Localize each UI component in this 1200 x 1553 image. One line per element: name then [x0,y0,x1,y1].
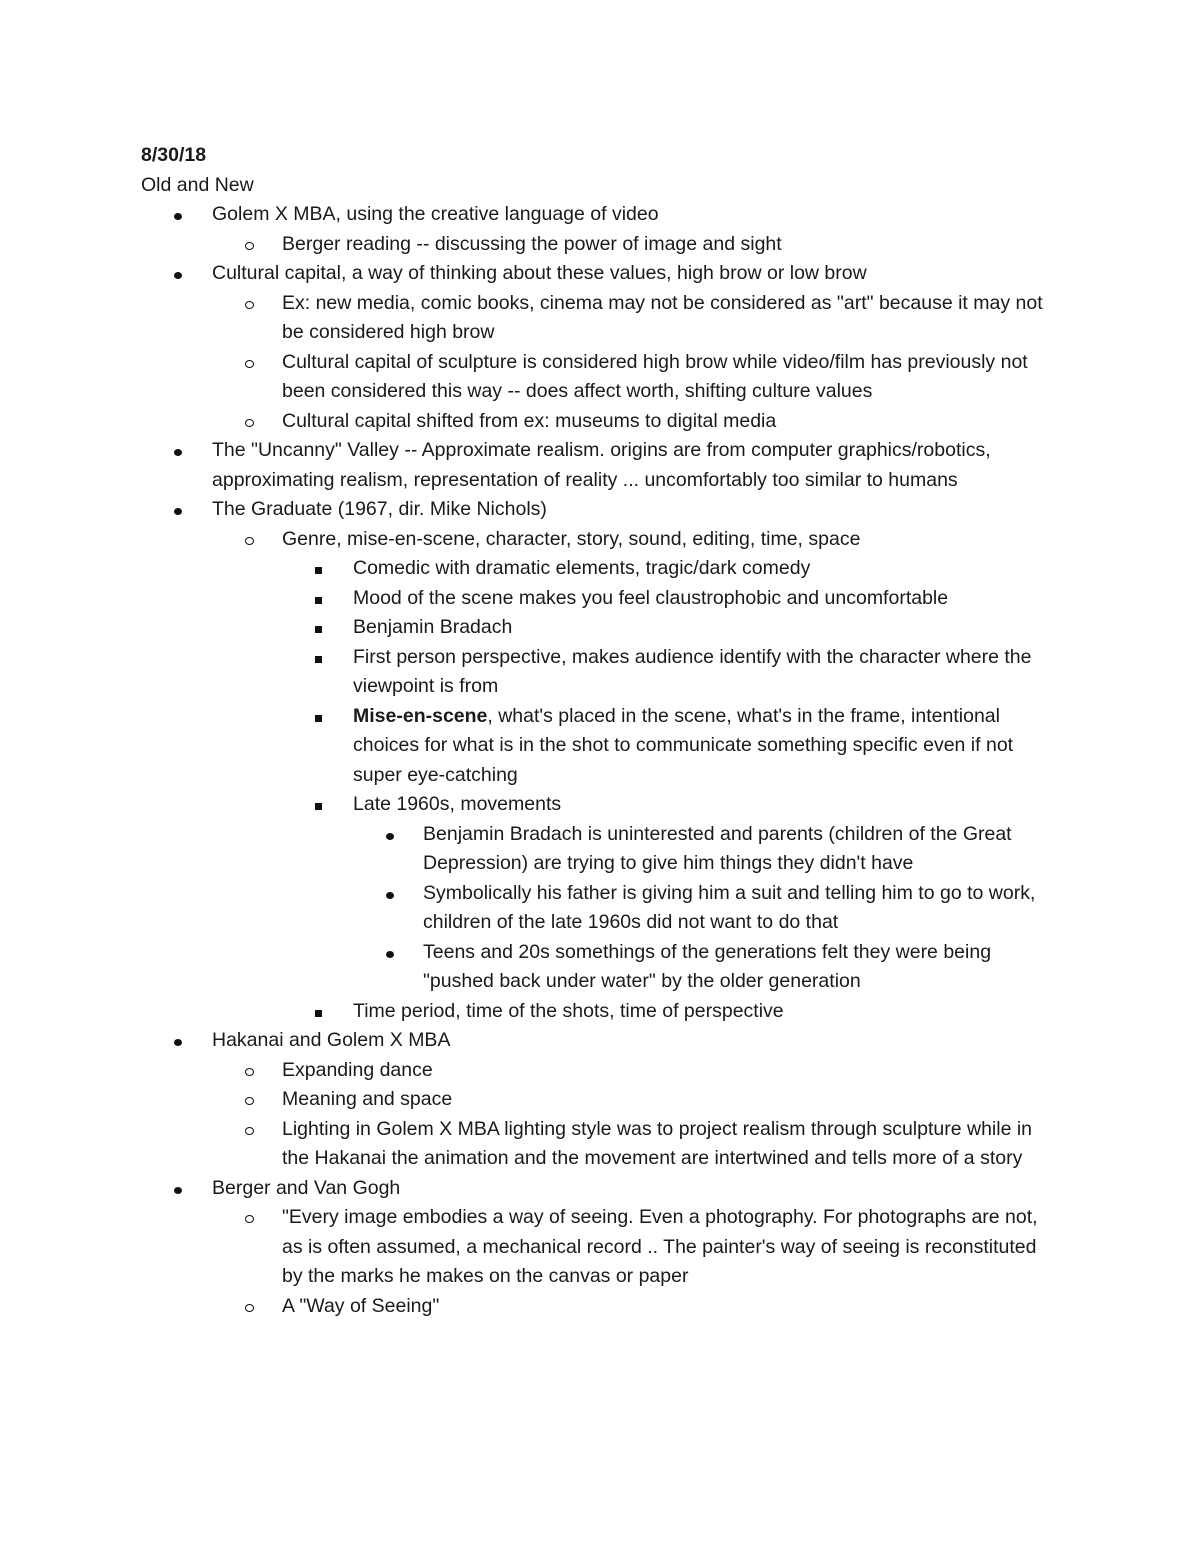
list-item-text: "Every image embodies a way of seeing. Even a photography. For photographs are not, as is often assumed, a mechanical record .. The painter's way of seeing is reconstituted by the marks he makes on the canvas or paper [282,1206,1038,1287]
square-bullet-icon [315,643,322,673]
list-item-text: Lighting in Golem X MBA lighting style was to project realism through sculpture while in the Hakanai the animation and the movement are intertwined and tells more of a story [282,1117,1033,1169]
square-bullet-icon [315,584,322,614]
list-item [141,702,1061,791]
list-item-text: Mood of the scene makes you feel claustrophobic and uncomfortable [353,586,949,609]
list-item [141,820,1061,879]
list-item-text: Golem X MBA, using the creative language of video [212,203,659,225]
list-item-text: Cultural capital, a way of thinking about these values, high brow or low brow [212,262,867,284]
list-item [141,554,1061,584]
hollow-bullet-icon [245,407,254,437]
list-item [141,259,1061,289]
hollow-bullet-icon [245,230,254,260]
hollow-bullet-icon [245,1292,254,1322]
filled-bullet-icon [174,259,182,289]
list-item [141,879,1061,938]
list-item [141,938,1061,997]
list-item-text: Genre, mise-en-scene, character, story, sound, editing, time, space [282,527,861,550]
list-item-text: , what's placed in the scene, what's in the frame, intentional choices for what is in the shot to communicate something specific even if not super eye-catching [353,704,1014,786]
square-bullet-icon [315,790,322,820]
list-item-text: Ex: new media, comic books, cinema may not be considered as "art" because it may not be considered high brow [282,291,1043,343]
list-item [141,230,1061,260]
square-bullet-icon [315,702,322,732]
list-item [141,1026,1061,1056]
list-item-text: Symbolically his father is giving him a suit and telling him to go to work, children of the late 1960s did not want to do that [423,881,1036,933]
note-title: Old and New [141,173,254,196]
list-item-text: Hakanai and Golem X MBA [212,1029,451,1051]
filled-bullet-icon [386,820,394,850]
hollow-bullet-icon [245,1085,254,1115]
hollow-bullet-icon [245,1203,254,1233]
bullet-list [141,200,1061,1321]
list-item-text: Late 1960s, movements [353,793,562,815]
list-item-text: Meaning and space [282,1088,453,1110]
list-item-text: Berger reading -- discussing the power of image and sight [282,232,782,255]
notes-content [141,141,1061,1321]
square-bullet-icon [315,554,322,584]
list-item-text: Time period, time of the shots, time of perspective [353,999,784,1022]
list-item [141,289,1061,348]
filled-bullet-icon [174,436,182,466]
filled-bullet-icon [174,200,182,230]
list-item [141,200,1061,230]
square-bullet-icon [315,997,322,1027]
filled-bullet-icon [174,1026,182,1056]
list-item-text: Teens and 20s somethings of the generations felt they were being "pushed back under water" by the older generation [423,940,992,992]
filled-bullet-icon [386,938,394,968]
list-item-text: Benjamin Bradach [353,616,513,638]
list-item [141,1115,1061,1174]
list-item-text: Berger and Van Gogh [212,1176,401,1199]
list-item [141,495,1061,525]
list-item-text: Benjamin Bradach is uninterested and parents (children of the Great Depression) are trying to give him things they didn't have [423,822,1012,874]
list-item [141,407,1061,437]
list-item-text: The Graduate (1967, dir. Mike Nichols) [212,498,547,520]
hollow-bullet-icon [245,1115,254,1145]
list-item-text: The "Uncanny" Valley -- Approximate realism. origins are from computer graphics/robotics, approximating realism, representation of reality ... uncomfortably too similar to humans [212,439,991,491]
list-item [141,1292,1061,1322]
filled-bullet-icon [174,1174,182,1204]
list-item-text: Comedic with dramatic elements, tragic/dark comedy [353,557,811,579]
list-item-text: Expanding dance [282,1058,433,1081]
list-item [141,997,1061,1027]
list-item [141,1056,1061,1086]
list-item-text: Cultural capital of sculpture is considered high brow while video/film has previously not been considered this way -- does affect worth, shifting culture values [282,350,1028,402]
note-date: 8/30/18 [141,144,207,166]
list-item [141,1203,1061,1292]
list-item [141,584,1061,614]
list-item-text: Cultural capital shifted from ex: museums to digital media [282,409,777,432]
list-item [141,525,1061,555]
hollow-bullet-icon [245,525,254,555]
list-item-text: A "Way of Seeing" [282,1294,440,1317]
square-bullet-icon [315,613,322,643]
list-item [141,790,1061,820]
list-item [141,1174,1061,1204]
filled-bullet-icon [386,879,394,909]
list-item [141,613,1061,643]
list-item [141,1085,1061,1115]
hollow-bullet-icon [245,1056,254,1086]
list-item [141,436,1061,495]
hollow-bullet-icon [245,348,254,378]
bold-term: Mise-en-scene [353,704,488,727]
list-item-text: First person perspective, makes audience identify with the character where the viewpoint is from [353,645,1032,697]
filled-bullet-icon [174,495,182,525]
list-item [141,348,1061,407]
hollow-bullet-icon [245,289,254,319]
list-item [141,643,1061,702]
